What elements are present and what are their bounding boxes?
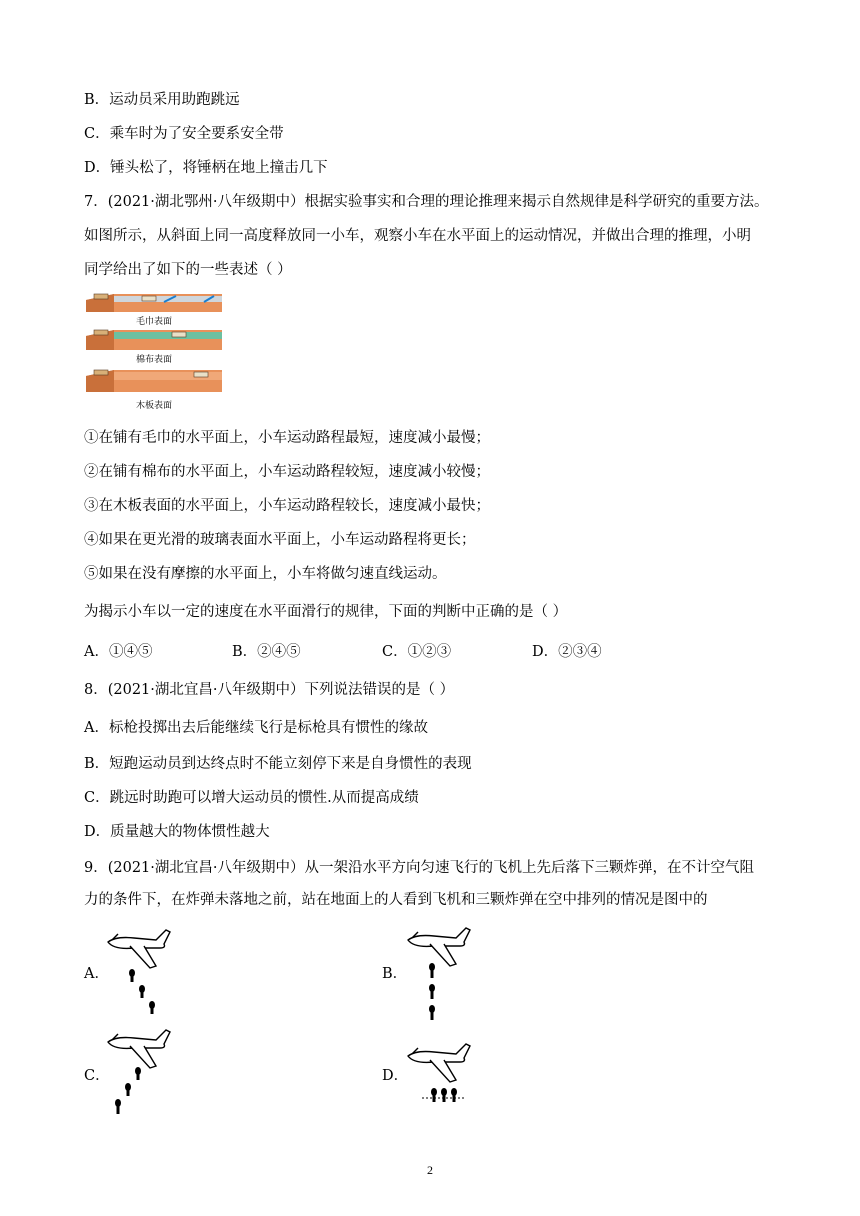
q9-option-a-figure: [104, 926, 174, 1020]
q7-stem-line2: 如图所示，从斜面上同一高度释放同一小车，观察小车在水平面上的运动情况，并做出合理的推理，小明: [84, 228, 751, 244]
q8-option-a: A．标枪投掷出去后能继续飞行是标枪具有惯性的缘故: [84, 720, 428, 736]
q7-statement-4: ④如果在更光滑的玻璃表面水平面上，小车运动路程将更长；: [84, 532, 476, 548]
bomb-icons: [429, 963, 435, 1020]
airplane-icon: [108, 1030, 170, 1068]
airplane-icon: [408, 1044, 470, 1082]
ramp-experiment-figure: [84, 292, 224, 414]
q9-stem-line1: 9．(2021·湖北宜昌·八年级期中）从一架沿水平方向匀速飞行的飞机上先后落下三颗炸弹，在不计空气阻: [84, 860, 754, 876]
q7-stem-line1: 7．(2021·湖北鄂州·八年级期中）根据实验事实和合理的理论推理来揭示自然规律是科学研究的重要方法。: [84, 194, 769, 210]
q8-option-c: C．跳远时助跑可以增大运动员的惯性.从而提高成绩: [84, 790, 419, 806]
q9-option-b-figure: [404, 924, 474, 1024]
q8-stem: 8．(2021·湖北宜昌·八年级期中）下列说法错误的是（ ）: [84, 682, 455, 698]
q7-option-b: B．②④⑤: [232, 644, 301, 660]
q6-option-c: C．乘车时为了安全要系安全带: [84, 126, 284, 142]
q7-statement-1: ①在铺有毛巾的水平面上，小车运动路程最短，速度减小最慢；: [84, 430, 490, 446]
q6-option-d: D．锤头松了，将锤柄在地上撞击几下: [84, 160, 328, 176]
airplane-icon: [408, 928, 470, 966]
bomb-icons: [431, 1088, 457, 1102]
q7-question: 为揭示小车以一定的速度在水平面滑行的规律，下面的判断中正确的是（ ）: [84, 604, 568, 620]
page-number: 2: [427, 1163, 433, 1177]
q7-statement-3: ③在木板表面的水平面上，小车运动路程较长，速度减小最快；: [84, 498, 490, 514]
towel-surface-label: 毛巾表面: [136, 317, 173, 327]
wood-surface-label: 木板表面: [136, 401, 173, 411]
q7-stem-line3: 同学给出了如下的一些表述（ ）: [84, 262, 292, 278]
q9-option-c-figure: [104, 1026, 174, 1118]
towel-surface-ramp: [86, 294, 222, 312]
q7-option-c: C．①②③: [382, 644, 452, 660]
q7-statement-2: ②在铺有棉布的水平面上，小车运动路程较短，速度减小较慢；: [84, 464, 490, 480]
q9-option-a-label: A．: [84, 966, 109, 982]
q6-option-b: B．运动员采用助跑跳远: [84, 92, 240, 108]
q7-option-a: A．①④⑤: [84, 644, 153, 660]
bomb-icons: [115, 1067, 141, 1114]
q9-option-b-label: B．: [382, 966, 408, 982]
airplane-icon: [108, 930, 170, 968]
q8-option-d: D．质量越大的物体惯性越大: [84, 824, 270, 840]
q9-option-d-label: D．: [382, 1068, 409, 1084]
q8-option-b: B．短跑运动员到达终点时不能立刻停下来是自身惯性的表现: [84, 756, 472, 772]
q9-stem-line2: 力的条件下，在炸弹未落地之前，站在地面上的人看到飞机和三颗炸弹在空中排列的情况是图中的: [84, 892, 708, 908]
q9-option-d-figure: [404, 1040, 474, 1110]
q7-option-d: D．②③④: [532, 644, 602, 660]
q9-option-c-label: C．: [84, 1068, 110, 1084]
q7-statement-5: ⑤如果在没有摩擦的水平面上，小车将做匀速直线运动。: [84, 566, 447, 582]
wood-surface-ramp: [86, 370, 222, 392]
bomb-icons: [129, 969, 155, 1014]
cotton-surface-ramp: [86, 330, 222, 350]
cotton-surface-label: 棉布表面: [136, 355, 173, 365]
